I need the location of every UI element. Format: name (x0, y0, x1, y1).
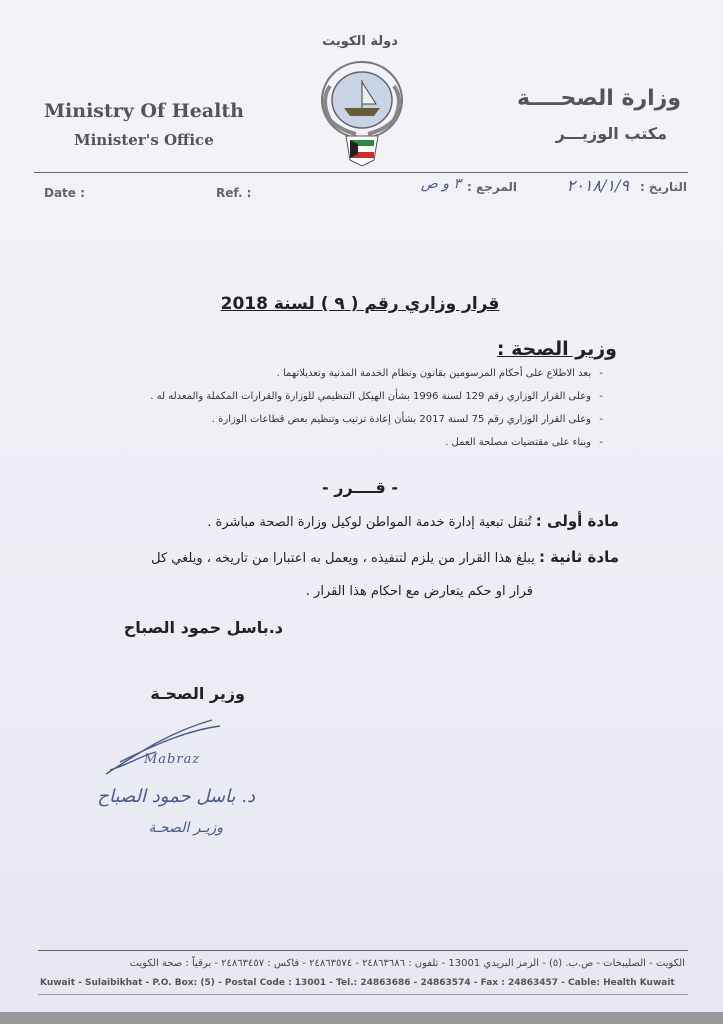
decides-heading: - قــــرر - (322, 478, 398, 497)
footer-divider (38, 950, 688, 951)
header-divider (34, 172, 688, 173)
decree-title: قرار وزاري رقم ( ٩ ) لسنة 2018 (220, 294, 500, 314)
article-2-label: مادة ثانية : (538, 548, 619, 566)
date-value: ٢٠١٨/١/٩ (566, 176, 629, 195)
article-1 (207, 512, 619, 530)
stamp-title: وزيـر الصحـة (148, 820, 223, 836)
office-name-en: Minister's Office (74, 131, 214, 149)
date-label-en: Date : (44, 186, 85, 200)
ref-label-en: Ref. : (216, 186, 252, 200)
date-label-ar: التاريخ : (639, 180, 687, 194)
list-item: -وعلى القرار الوزاري رقم 75 لسنة 2017 بشأن إعادة ترتيب وتنظيم بعض قطاعات الوزارة . (211, 414, 603, 425)
article-2 (151, 548, 619, 566)
footer-address-en: Kuwait - Sulaibikhat - P.O. Box: (5) - Postal Code : 13001 - Tel.: 24863686 - 24863574 - Fax : 24863457 - Cable: Health Kuwait (40, 978, 675, 988)
state-name: دولة الكويت (322, 34, 398, 49)
article-2-continuation: قرار او حكم يتعارض مع احكام هذا القرار . (305, 584, 533, 599)
emblem-icon (316, 56, 408, 168)
ref-value: ٣ و ص (420, 176, 461, 192)
page-bottom-band (0, 1012, 723, 1024)
signatory-name: د.باسل حمود الصباح (123, 618, 283, 637)
ref-label-ar: المرجع : (467, 180, 517, 194)
footer-bottom-line (38, 994, 688, 995)
article-2-line-1: يبلغ هذا القرار من يلزم لتنفيذه ، ويعمل به اعتبارا من تاريخه ، ويلغي كل (151, 551, 535, 566)
signature-scribble-icon (100, 712, 250, 782)
state-emblem (316, 56, 408, 168)
office-name-ar: مكتب الوزيـــر (555, 124, 667, 143)
article-1-label: مادة أولى : (535, 512, 619, 530)
stamp-name: د. باسل حمود الصباح (97, 786, 255, 807)
signatory-title: وزير الصحـة (150, 684, 245, 703)
list-item: -بعد الاطلاع على أحكام المرسومين بقانون ونظام الخدمة المدنية وتعديلاتهما . (276, 368, 603, 379)
preamble-list (151, 362, 611, 454)
list-item: -وعلى القرار الوزاري رقم 129 لسنة 1996 بشأن الهيكل التنظيمي للوزارة والقرارات المكملة والمعدله له . (150, 391, 603, 402)
article-1-text: تُنقل تبعية إدارة خدمة المواطن لوكيل وزارة الصحة مباشرة . (207, 515, 532, 530)
ministry-name-ar: وزارة الصحــــة (517, 86, 681, 111)
handwritten-latin-signature: Mabraz (144, 752, 201, 767)
footer-address-ar: الكويت - الصليبخات - ص.ب. (٥) - الرمز البريدي 13001 - تلفون : ٢٤٨٦٣٦٨٦ - ٢٤٨٦٣٥٧٤ - فاكس : ٢٤٨٦٣٤٥٧ - برقياً : صحة الكويت (129, 958, 685, 969)
addressee: وزير الصحة : (496, 338, 617, 360)
handwritten-signature (100, 712, 250, 782)
ministry-name-en: Ministry Of Health (44, 100, 244, 122)
list-item: -وبناء على مقتضيات مصلحة العمل . (445, 437, 603, 448)
